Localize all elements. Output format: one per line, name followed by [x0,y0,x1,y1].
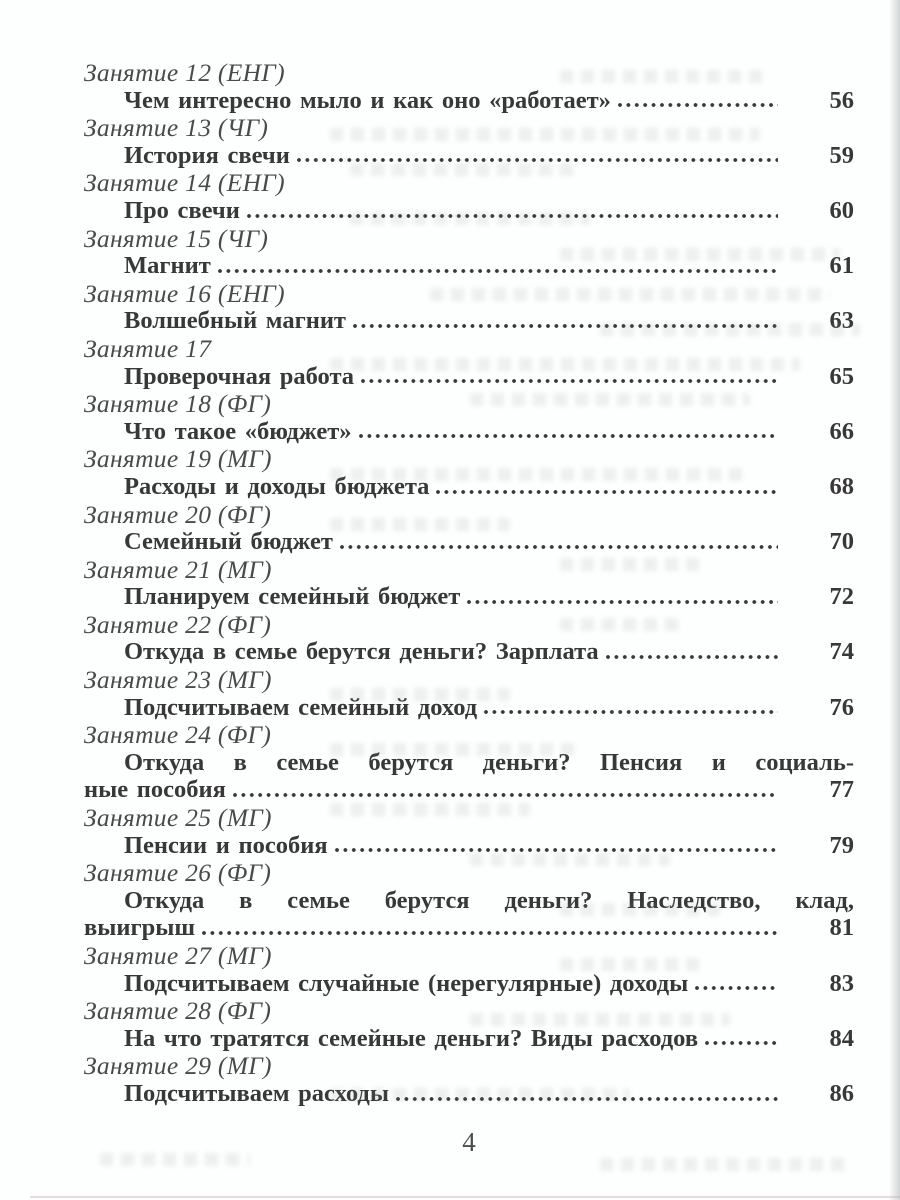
toc-title-row [84,528,854,556]
scan-edge-right [889,0,900,1200]
toc-entry [84,59,854,114]
toc-page-number: 70 [829,528,854,556]
toc-session-label: Занятие 16 (ЕНГ) [84,278,285,308]
toc-title: На что тратятся семейные деньги? Виды расходов [124,1024,699,1052]
toc-title: ные пособия [84,776,226,804]
toc-entry [84,859,854,942]
bleed-through-artifact [600,1158,850,1171]
toc-entry [84,804,854,859]
dot-leader [245,211,778,221]
toc-entry [84,721,854,804]
toc-entry [84,114,854,169]
toc-page-number: 60 [829,196,854,224]
dot-leader [703,1038,778,1048]
toc-session-label: Занятие 25 (МГ) [84,803,272,833]
toc-entry [84,225,854,280]
toc-session-label: Занятие 28 (ФГ) [84,996,272,1026]
toc-page-number: 59 [829,141,854,169]
toc-entry [84,501,854,556]
dot-leader [693,983,778,993]
toc-title: Откуда в семье берутся деньги? Зарплата [124,638,599,666]
toc-session-label: Занятие 27 (МГ) [84,941,272,970]
toc-title-row [84,142,854,170]
dot-leader [465,597,778,607]
toc-title-row [84,970,854,998]
toc-session-label: Занятие 13 (ЧГ) [84,113,269,143]
toc-session-label: Занятие 12 (ЕНГ) [84,58,285,87]
toc-entry [84,335,854,390]
toc-page-number: 74 [829,638,854,666]
toc-title-row [84,1080,854,1108]
toc-entry [84,280,854,335]
toc-title-row [84,638,854,666]
toc-title-row [84,914,854,942]
dot-leader [604,652,778,662]
toc-session-label: Занятие 18 (ФГ) [84,389,272,419]
toc-page-number: 79 [829,831,854,859]
toc-session-label: Занятие 19 (МГ) [84,444,272,474]
toc-title-row [84,776,854,804]
toc-entry [84,942,854,997]
toc-entry [84,666,854,721]
toc-session-label: Занятие 24 (ФГ) [84,720,272,750]
toc-title: Подсчитываем расходы [124,1079,389,1107]
toc-title-row [84,832,854,860]
toc-page-number: 68 [829,472,854,500]
dot-leader [482,707,778,717]
toc-title-row [84,197,854,225]
toc-title: Магнит [124,252,211,280]
dot-leader [216,266,778,276]
toc-entry [84,1052,854,1107]
toc-session-label: Занятие 23 (МГ) [84,665,272,695]
dot-leader [200,928,778,938]
toc-title: Подсчитываем случайные (нерегулярные) доходы [124,969,689,997]
toc-page-number: 61 [829,252,854,280]
toc-page-number: 76 [829,693,854,721]
dot-leader [295,155,778,165]
toc-entry [84,169,854,224]
toc-session-label: Занятие 17 [84,333,212,363]
toc-session-label: Занятие 20 (ФГ) [84,499,272,529]
toc-title-row [84,418,854,446]
toc-title: Планируем семейный бюджет [124,583,461,611]
toc-page-number: 77 [829,776,854,804]
toc-title: Подсчитываем семейный доход [124,693,478,721]
toc-title: Про свечи [124,196,240,224]
toc-entry [84,997,854,1052]
toc-title: Проверочная работа [124,362,355,390]
toc-title-row [84,363,854,391]
toc-title: Расходы и доходы бюджета [124,472,430,500]
toc-title: Семейный бюджет [124,528,333,556]
toc-page-number: 72 [829,583,854,611]
toc-title-row [84,749,854,777]
dot-leader [394,1094,778,1104]
toc-title: Волшебный магнит [124,307,346,335]
toc-entry [84,445,854,500]
toc-page-number: 63 [829,307,854,335]
toc-session-label: Занятие 21 (МГ) [84,554,272,584]
toc-entry [84,390,854,445]
toc-page-number: 84 [829,1024,854,1052]
toc-title-row [84,1025,854,1053]
toc-session-label: Занятие 29 (МГ) [84,1051,272,1081]
toc-title-row [84,87,854,115]
toc-page-number: 83 [829,969,854,997]
toc-session-label: Занятие 22 (ФГ) [84,609,272,639]
toc-page-number: 65 [829,362,854,390]
dot-leader [231,790,778,800]
toc-title: История свечи [124,141,290,169]
toc-title: выигрыш [84,914,196,942]
toc-title: Откуда в семье берутся деньги? Наследство, клад, [124,886,854,914]
toc-session-label: Занятие 26 (ФГ) [84,858,272,888]
toc-title-row [84,252,854,280]
dot-leader [338,542,778,552]
toc-page-number: 66 [829,417,854,445]
toc-title-row [84,473,854,501]
toc-title: Чем интересно мыло и как оно «работает» [124,86,611,114]
toc-session-label: Занятие 15 (ЧГ) [84,223,269,253]
toc-title: Пенсии и пособия [124,831,328,859]
dot-leader [359,376,778,386]
dot-leader [434,487,778,497]
toc-entry [84,556,854,611]
toc-title-row [84,583,854,611]
toc-title-row [84,887,854,915]
toc-page-number: 81 [829,914,854,942]
toc-page-number: 56 [829,86,854,114]
toc-title-row [84,307,854,335]
toc-title: Что такое «бюджет» [124,417,352,445]
toc-entry [84,611,854,666]
dot-leader [333,845,778,855]
dot-leader [351,321,778,331]
toc-title: Откуда в семье берутся деньги? Пенсия и социаль- [124,748,854,776]
page-number: 4 [462,1126,476,1157]
dot-leader [616,100,778,110]
dot-leader [357,431,778,441]
toc-page-number: 86 [829,1079,854,1107]
toc-title-row [84,694,854,722]
toc-session-label: Занятие 14 (ЕНГ) [84,168,285,198]
scan-edge-bottom [30,1196,900,1198]
